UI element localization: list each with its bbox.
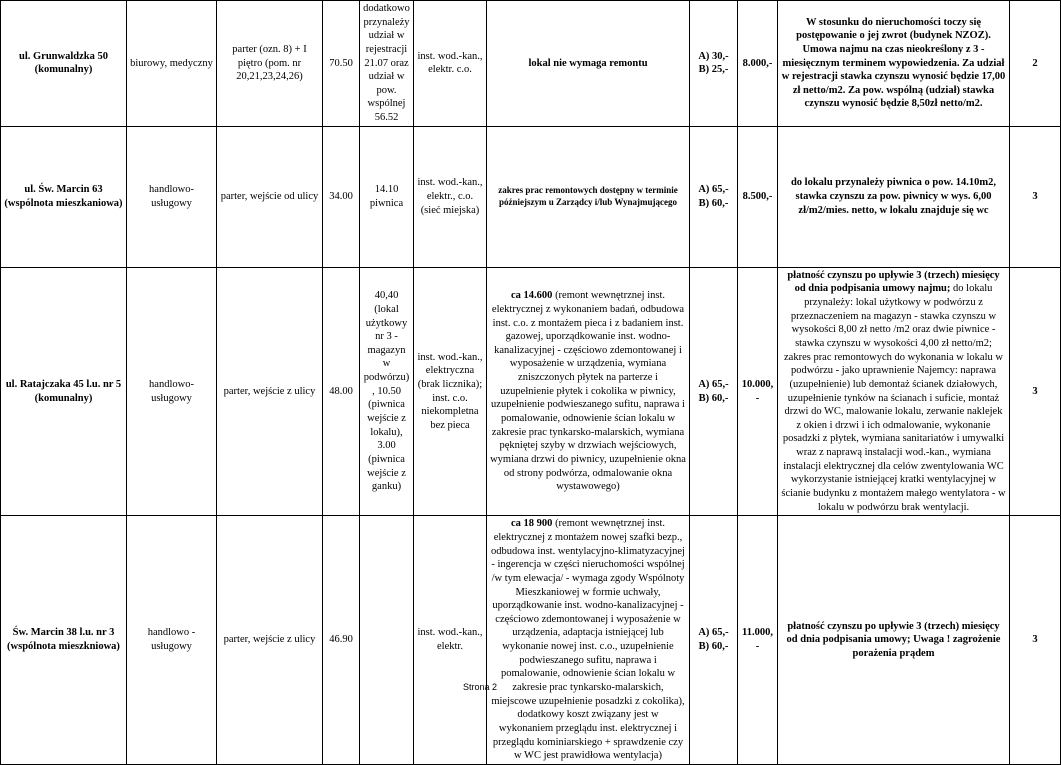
area-cell: 48.00 (323, 267, 360, 516)
location-cell: parter, wejście z ulicy (217, 516, 323, 765)
address-cell: ul. Św. Marcin 63 (wspólnota mieszkaniowa) (1, 126, 127, 267)
deposit-cell: 11.000,- (738, 516, 778, 765)
utilities-cell: inst. wod.-kan., elektr. (414, 516, 487, 765)
count-cell: 2 (1010, 1, 1061, 127)
use-cell: handlowo-usługowy (127, 267, 217, 516)
conditions-bold-text: płatność czynszu po upływie 3 (trzech) miesięcy od dnia podpisania umowy najmu; (787, 269, 1000, 295)
extra-area-cell: dodatkowo przynależy udział w rejestracji 21.07 oraz udział w pow. wspólnej 56.52 (360, 1, 414, 127)
use-cell: handlowo - usługowy (127, 516, 217, 765)
area-cell: 46.90 (323, 516, 360, 765)
conditions-bold-text: płatność czynszu po upływie 3 (trzech) miesięcy od dnia podpisania umowy; Uwaga ! zagrożenie porażenia prądem (786, 620, 1001, 659)
works-cell (487, 516, 690, 765)
deposit-cell: 8.500,- (738, 126, 778, 267)
rent-cell: A) 30,- B) 25,- (690, 1, 738, 127)
count-cell: 3 (1010, 267, 1061, 516)
utilities-cell: inst. wod.-kan., elektr., c.o. (sieć miejska) (414, 126, 487, 267)
works-description: (remont wewnętrznej inst. elektrycznej z montażem nowej szafki bezp., odbudowa inst. wentylacyjno-klimatyzacyjnej - ingerencja w części nieruchomości wspólnej /w tym elewacja/ - wymaga zgody Wspólnoty Mieszkaniowej w formie uchwały, uporządkowanie inst. wodno-kanalizacyjnej - częściowo zdemontowanej i wyposażenie w urządzenia, adaptacja istniejącej lub wykonanie nowej inst. c.o., uzupełnienie podwieszanego sufitu, naprawa i pomalowanie, odnowienie ścian lokalu w zakresie prac tynkarsko-malarskich, miejscowe uzupełnienie posadzki z cokolika), dodatkowy koszt związany jest w wykonaniem przeglądu inst. elektrycznej i przeglądu kominiarskiego + sprawdzenie czy w WC jest prawidłowa wentylacja) (491, 518, 685, 762)
extra-area-cell (360, 516, 414, 765)
works-cell: lokal nie wymaga remontu (487, 1, 690, 127)
conditions-cell (778, 516, 1010, 765)
location-cell: parter, wejście od ulicy (217, 126, 323, 267)
conditions-cell: do lokalu przynależy piwnica o pow. 14.10m2, stawka czynszu za pow. piwnicy w wys. 6,00 zł/m2/mies. netto, w lokalu znajduje się wc (778, 126, 1010, 267)
address-cell: ul. Grunwaldzka 50 (komunalny) (1, 1, 127, 127)
extra-area-cell: 40,40 (lokal użytkowy nr 3 - magazyn w podwórzu), 10.50 (piwnica wejście z lokalu), 3.00 (piwnica wejście z ganku) (360, 267, 414, 516)
page-footer: Strona 2 (462, 682, 498, 692)
address-cell: ul. Ratajczaka 45 l.u. nr 5 (komunalny) (1, 267, 127, 516)
use-cell: handlowo-usługowy (127, 126, 217, 267)
works-cell (487, 267, 690, 516)
location-cell: parter (ozn. 8) + I piętro (pom. nr 20,21,23,24,26) (217, 1, 323, 127)
conditions-text: do lokalu przynależy: lokal użytkowy w podwórzu z przeznaczeniem na magazyn - stawka czynszu w wysokości 8,00 zł netto /m2 oraz dwie piwnice - stawka czynszu w wysokości 4,00 zł netto/m2; zakres prac remontowych do wykonania w lokalu w podwórzu - jako uprawnienie Najemcy: naprawa (uzupełnienie) lub demontaż ścianek działowych, uzupełnienie tynków na ścianach i suficie, montaż drzwi do WC, malowanie lokalu, zerwanie naklejek z okien i drzwi i ich odmalowanie, wykonanie posadzki z płytek, wymiana sanitariatów i umywalki wraz z naprawą instalacji wod.-kan., wymiana instalacji elektrycznej dla celów zwentylowania WC wykorzystanie istniejącej kratki wentylacyjnej w ścianie budynku z montażem małego wentylatora - w lokalu w podwórzu brak wentylacji. (781, 283, 1006, 513)
count-cell: 3 (1010, 126, 1061, 267)
rent-cell: A) 65,- B) 60,- (690, 516, 738, 765)
conditions-cell: W stosunku do nieruchomości toczy się postępowanie o jej zwrot (budynek NZOZ). Umowa najmu na czas nieokreślony z 3 -miesięcznym terminem wypowiedzenia. Za udział w rejestracji stawka czynszu wynosić będzie 17,00 zł netto/m2. Za pow. wspólną (udział) stawka czynszu wynosić będzie 8,50zł netto/m2. (778, 1, 1010, 127)
deposit-cell: 8.000,- (738, 1, 778, 127)
works-cell: zakres prac remontowych dostępny w terminie późniejszym u Zarządcy i/lub Wynajmującego (487, 126, 690, 267)
rent-cell: A) 65,- B) 60,- (690, 126, 738, 267)
use-cell: biurowy, medyczny (127, 1, 217, 127)
area-cell: 34.00 (323, 126, 360, 267)
works-description: (remont wewnętrznej inst. elektrycznej z wykonaniem badań, odbudowa inst. c.o. z montażem pieca i z badaniem inst. gazowej, uporządkowanie inst. wodno-kanalizacyjnej - częściowo zdemontowanej i wyposażenie w urządzenia, wymiana zniszczonych płytek na parterze i uzupełnienie płytek i cokolika w piwnicy, uzupełnienie podwieszanego sufitu, naprawa i pomalowanie, odnowienie ścian lokalu w zakresie prac tynkarsko-malarskich, wymiana pękniętej szyby w drzwiach wejściowych, wymiana drzwi do piwnicy, uzupełnienie okna od strony podwórza, odmalowanie okna wystawowego) (490, 290, 686, 493)
table-row (1, 126, 1061, 267)
utilities-cell: inst. wod.-kan., elektr. c.o. (414, 1, 487, 127)
address-cell: Św. Marcin 38 l.u. nr 3 (wspólnota mieszkniowa) (1, 516, 127, 765)
rent-cell: A) 65,- B) 60,- (690, 267, 738, 516)
location-cell: parter, wejście z ulicy (217, 267, 323, 516)
deposit-cell: 10.000,- (738, 267, 778, 516)
extra-area-cell: 14.10 piwnica (360, 126, 414, 267)
table-row (1, 267, 1061, 516)
count-cell: 3 (1010, 516, 1061, 765)
works-cost-label: ca 18 900 (511, 518, 553, 530)
utilities-cell: inst. wod.-kan., elektryczna (brak licznika); inst. c.o. niekompletna bez pieca (414, 267, 487, 516)
conditions-cell (778, 267, 1010, 516)
table-row (1, 1, 1061, 127)
table-row (1, 516, 1061, 765)
area-cell: 70.50 (323, 1, 360, 127)
works-cost-label: ca 14.600 (511, 290, 553, 302)
